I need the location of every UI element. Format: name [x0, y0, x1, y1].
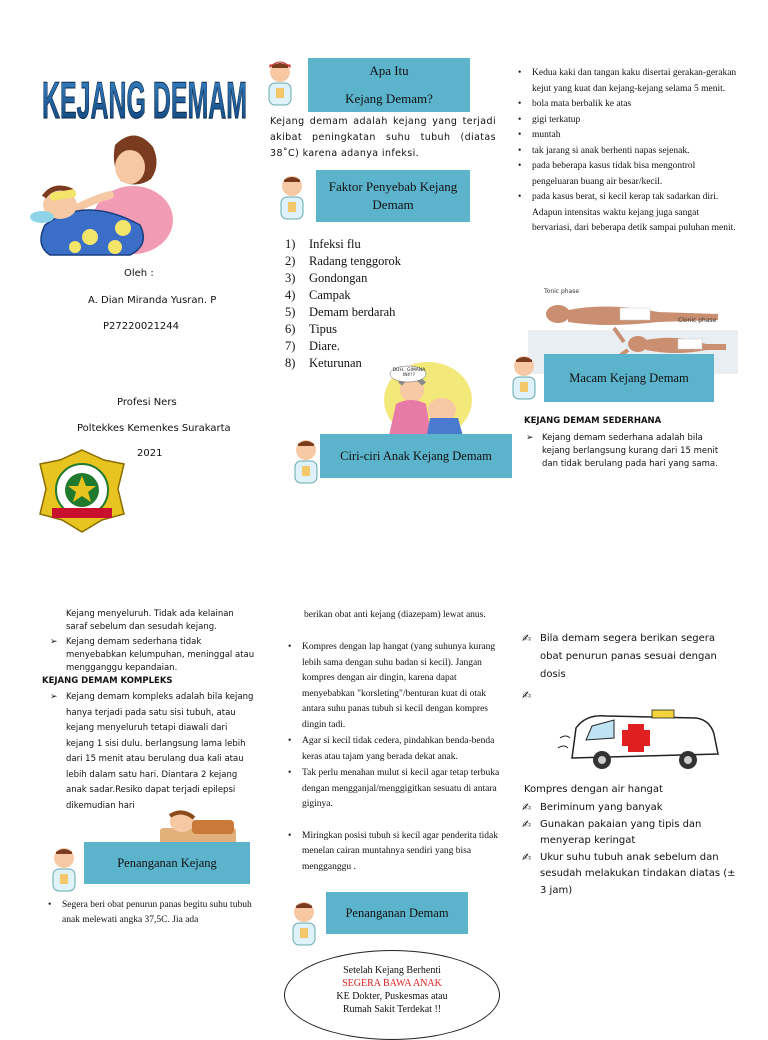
- penanganan-kejang-heading: Penanganan Kejang: [84, 842, 250, 884]
- oval-line-3: KE Dokter, Puskesmas atau: [336, 991, 448, 1002]
- penanganan-demam-list: [522, 630, 736, 705]
- list-item: ✍ Gunakan pakaian yang tipis dan menyerap keringat: [522, 817, 736, 850]
- penanganan-kejang-list: [46, 898, 254, 928]
- author-nim: P27220021244: [103, 321, 180, 332]
- list-item: 5) Demam berdarah: [285, 305, 396, 319]
- nurse-icon: [262, 58, 298, 108]
- emergency-oval: [284, 950, 500, 1040]
- list-item: ➢ Kejang demam sederhana tidak menyebabkan kelumpuhan, meninggal atau mengganggu kepandaian.: [50, 636, 260, 675]
- penanganan-demam-heading: Penanganan Demam: [326, 892, 468, 934]
- oval-line-4: Rumah Sakit Terdekat !!: [342, 1004, 442, 1015]
- list-item: 7) Diare.: [285, 339, 340, 353]
- list-item: 1) Infeksi flu: [285, 237, 361, 251]
- list-item: 2) Radang tenggorok: [285, 254, 401, 268]
- clonic-phase-label: Clonic phase: [678, 317, 717, 324]
- institution-name: Poltekkes Kemenkes Surakarta: [77, 423, 231, 434]
- list-item: 6) Tipus: [285, 322, 338, 336]
- brochure-title: [40, 70, 250, 126]
- list-item: 4) Campak: [285, 288, 351, 302]
- faktor-penyebab-heading: Faktor Penyebab Kejang Demam: [316, 170, 470, 222]
- list-item: ➢ Kejang demam sederhana adalah bila kejang berlangsung kurang dari 15 menit dan tidak berulang pada hari yang sama.: [526, 432, 732, 471]
- list-item: • Segera beri obat penurun panas begitu suhu tubuh anak melewati angka 37,5C. Jia ada: [46, 898, 254, 928]
- oval-line-2: SEGERA BAWA ANAK: [342, 978, 442, 989]
- program-name: Profesi Ners: [117, 397, 177, 408]
- faktor-list: [285, 236, 485, 372]
- list-item: ✍ Ukur suhu tubuh anak sebelum dan sesudah melakukan tindakan diatas (± 3 jam): [522, 850, 736, 900]
- list-item: • Kompres dengan lap hangat (yang suhunya kurang lebih sama dengan suhu badan si kecil). Jangan kompres dengan air dingin, karena dapat menyebabkan "korsleting"/benturan kuat di otak antara suhu panas tubuh si kecil dengan kompres dingin tadi.: [286, 640, 500, 733]
- nurse-icon: [506, 352, 542, 402]
- penanganan-continued-text: berikan obat anti kejang (diazepam) lewat anus.: [304, 610, 486, 620]
- sederhana-list-continued: [50, 636, 260, 675]
- poltekkes-logo: [38, 448, 126, 533]
- tonic-phase-label: Tonic phase: [544, 288, 580, 295]
- apa-itu-heading: Apa Itu Kejang Demam?: [308, 58, 470, 112]
- nurse-icon: [274, 172, 310, 222]
- kompleks-list: [50, 690, 258, 814]
- kompres-label: Kompres dengan air hangat: [524, 784, 663, 795]
- nurse-icon: [46, 844, 82, 894]
- oval-line-1: Setelah Kejang Berhenti: [343, 965, 441, 976]
- year: 2021: [137, 448, 163, 459]
- kejang-sederhana-title: KEJANG DEMAM SEDERHANA: [524, 416, 662, 426]
- author-name: A. Dian Miranda Yusran. P: [88, 295, 217, 306]
- ambulance-illustration: [556, 708, 722, 774]
- list-item: ✍ Bila demam segera berikan segera obat penurun panas sesuai dengan dosis: [522, 630, 736, 684]
- ciri-ciri-heading: Ciri-ciri Anak Kejang Demam: [320, 434, 512, 478]
- list-item: ➢ Kejang demam kompleks adalah bila kejang hanya terjadi pada satu sisi tubuh, atau kejang menyeluruh tetapi diawali dari kejang 1 sisi dulu. berlangsung lama lebih dari 15 menit atau berulang dua kali atau lebih dalam satu hari. Diantara 2 kejang anak sadar.Resiko dapat terjadi epilepsi dikemudian hari: [50, 690, 258, 814]
- worried-mother-illustration: [368, 360, 478, 442]
- speech-bubble-text: DUH.. GIMANA INI!!?: [392, 368, 426, 378]
- list-item: • Agar si kecil tidak cedera, pindahkan benda-benda keras atau tajam yang berada dekat anak.: [286, 734, 500, 765]
- sederhana-list: [526, 432, 732, 471]
- penanganan-demam-list-2: [522, 800, 736, 899]
- mother-child-illustration: [30, 125, 180, 260]
- list-item: 8) Keturunan: [285, 356, 362, 370]
- list-item: 3) Gondongan: [285, 271, 368, 285]
- ciri-list: [516, 66, 738, 237]
- penanganan-kejang-list-continued: [286, 640, 500, 875]
- list-item: • muntah: [516, 128, 738, 144]
- list-item: • Tak perlu menahan mulut si kecil agar tetap terbuka dengan mengganjal/menggigitkan sesuatu di antara giginya.: [286, 766, 500, 813]
- list-item: • tak jarang si anak berhenti napas sejenak.: [516, 144, 738, 160]
- nurse-icon: [288, 436, 324, 486]
- list-item: [522, 687, 736, 705]
- list-item: • pada kasus berat, si kecil kerap tak sadarkan diri. Adapun intensitas waktu kejang juga sangat bervariasi, dari beberapa detik sampai puluhan menit.: [516, 190, 738, 237]
- list-item: ✍ Beriminum yang banyak: [522, 800, 736, 817]
- apa-itu-body: Kejang demam adalah kejang yang terjadi akibat peningkatan suhu tubuh (diatas 38˚C) karena adanya infeksi.: [270, 116, 496, 159]
- macam-kejang-heading: Macam Kejang Demam: [544, 354, 714, 402]
- kejang-kompleks-title: KEJANG DEMAM KOMPLEKS: [42, 676, 173, 686]
- list-item: • pada beberapa kasus tidak bisa mengontrol pengeluaran buang air besar/kecil.: [516, 159, 738, 190]
- svg-text:KEJANG DEMAM: KEJANG DEMAM: [42, 72, 247, 126]
- list-item: • Miringkan posisi tubuh si kecil agar penderita tidak menelan cairan muntahnya sendiri yang bisa mengganggu .: [286, 829, 500, 876]
- list-item: • gigi terkatup: [516, 113, 738, 129]
- author-by-label: Oleh :: [124, 268, 154, 279]
- sederhana-continued-text: Kejang menyeluruh. Tidak ada kelainan saraf sebelum dan sesudah kejang.: [66, 609, 234, 632]
- list-item: • bola mata berbalik ke atas: [516, 97, 738, 113]
- list-item: • Kedua kaki dan tangan kaku disertai gerakan-gerakan kejut yang kuat dan kejang-kejang selama 5 menit.: [516, 66, 738, 97]
- nurse-icon: [286, 898, 322, 948]
